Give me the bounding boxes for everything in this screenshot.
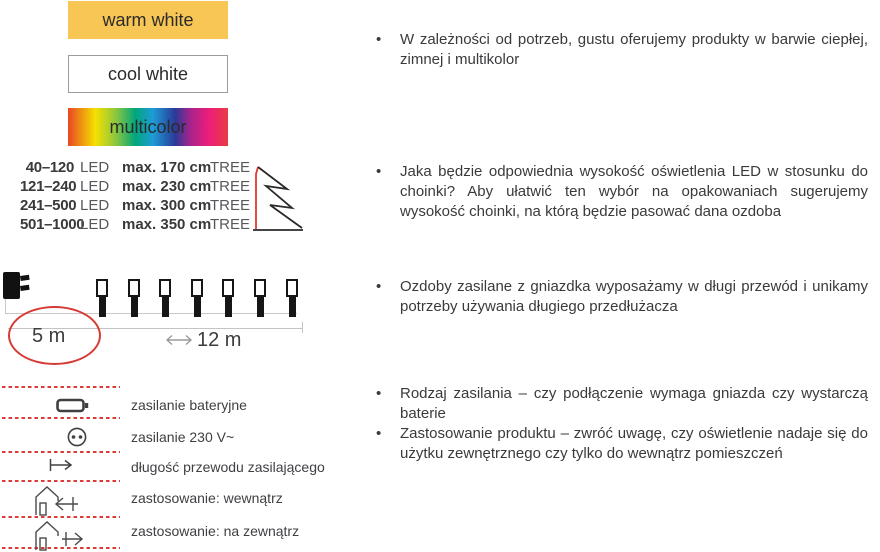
outdoor-icon — [32, 519, 84, 551]
max-height: max. 170 cm — [122, 159, 212, 176]
led-bulb — [254, 279, 266, 317]
bulb-stem — [225, 296, 232, 317]
battery-icon — [56, 398, 89, 413]
table-row — [20, 215, 250, 234]
legend-label-cord-length: długość przewodu zasilającego — [131, 459, 325, 475]
double-arrow-icon — [164, 334, 194, 346]
max-height: max. 230 cm — [122, 178, 212, 195]
led-range: 40–120 — [25, 159, 74, 176]
led-unit: LED — [80, 197, 110, 214]
string-length-label: 12 m — [197, 329, 242, 351]
led-bulb — [128, 279, 140, 317]
legend-label-socket: zasilanie 230 V~ — [131, 429, 235, 445]
cord-length-icon — [48, 457, 74, 473]
bullet-text: W zależności od potrzeb, gustu oferujemy produkty w barwie ciepłej, zimnej i multikolor — [400, 31, 868, 68]
led-bulb — [96, 279, 108, 317]
max-height: max. 300 cm — [122, 197, 212, 214]
bullet-text: Zastosowanie produktu – zwróć uwagę, czy oświetlenie nadaje się do użytku zewnętrznego czy tylko do wewnątrz pomieszczeń — [400, 425, 868, 462]
bulb-stem — [257, 296, 264, 317]
dotted-separator — [2, 451, 120, 453]
dotted-separator — [2, 480, 120, 482]
bulb-cap — [96, 279, 108, 297]
bulb-stem — [194, 296, 201, 317]
swatch-cool-white-label: cool white — [107, 63, 189, 84]
swatch-multicolor-label: multicolor — [109, 116, 187, 137]
indoor-icon — [32, 484, 84, 516]
bullet-marker: • — [376, 385, 382, 402]
dotted-separator — [2, 516, 120, 518]
bullet-item — [376, 384, 868, 424]
bulb-cap — [128, 279, 140, 297]
led-bulb — [159, 279, 171, 317]
led-range: 121–240 — [20, 178, 77, 195]
bulb-cap — [286, 279, 298, 297]
legend-label-indoor: zastosowanie: wewnątrz — [131, 490, 283, 506]
led-unit: LED — [80, 178, 110, 195]
legend-label-battery: zasilanie bateryjne — [131, 397, 247, 413]
bulb-cap — [254, 279, 266, 297]
dotted-separator — [2, 417, 120, 419]
bullet-item — [376, 424, 868, 464]
bullet-marker: • — [376, 31, 382, 48]
bulb-cap — [159, 279, 171, 297]
measure-end-tick — [302, 322, 303, 333]
tree-height-icon — [250, 158, 308, 236]
led-bulb — [191, 279, 203, 317]
led-bulb — [286, 279, 298, 317]
led-range: 501–1000 — [20, 216, 85, 233]
bullet-item — [376, 30, 868, 70]
tree-label: TREE — [210, 216, 251, 233]
bulb-stem — [289, 296, 296, 317]
bullet-text: Jaka będzie odpowiednia wysokość oświetlenia LED w stosunku do choinki? Aby ułatwić ten wybór na opakowaniach sugerujemy wysokość choinki, na którą będzie pasować dana ozdoba — [400, 163, 868, 220]
table-row — [20, 158, 250, 177]
bulb-stem — [162, 296, 169, 317]
led-unit: LED — [80, 159, 110, 176]
bullet-text: Ozdoby zasilane z gniazdka wyposażamy w długi przewód i unikamy potrzeby używania długiego przedłużacza — [400, 278, 868, 315]
max-height: max. 350 cm — [122, 216, 212, 233]
swatch-warm-white — [68, 1, 228, 39]
tree-label: TREE — [210, 159, 251, 176]
power-cord-wire — [5, 299, 6, 313]
legend-label-outdoor: zastosowanie: na zewnątrz — [131, 523, 300, 539]
cord-length-label: 5 m — [32, 325, 66, 347]
bulb-cap — [222, 279, 234, 297]
led-bulb — [222, 279, 234, 317]
socket-icon — [67, 427, 87, 447]
led-unit: LED — [80, 216, 110, 233]
bulb-cap — [191, 279, 203, 297]
swatch-multicolor — [68, 108, 228, 146]
table-row — [20, 177, 250, 196]
led-range: 241–500 — [20, 197, 77, 214]
bullet-marker: • — [376, 425, 382, 442]
bullet-text: Rodzaj zasilania – czy podłączenie wymaga gniazda czy wystarczą baterie — [400, 385, 868, 422]
bulb-stem — [99, 296, 106, 317]
tree-label: TREE — [210, 178, 251, 195]
bullet-item — [376, 162, 868, 222]
swatch-warm-white-label: warm white — [102, 9, 194, 30]
tree-label: TREE — [210, 197, 251, 214]
led-height-table — [20, 158, 250, 234]
bullet-item — [376, 277, 868, 317]
table-row — [20, 196, 250, 215]
bullet-marker: • — [376, 163, 382, 180]
dotted-separator — [2, 386, 120, 388]
swatch-cool-white — [68, 55, 228, 93]
bullet-marker: • — [376, 278, 382, 295]
bulb-stem — [131, 296, 138, 317]
